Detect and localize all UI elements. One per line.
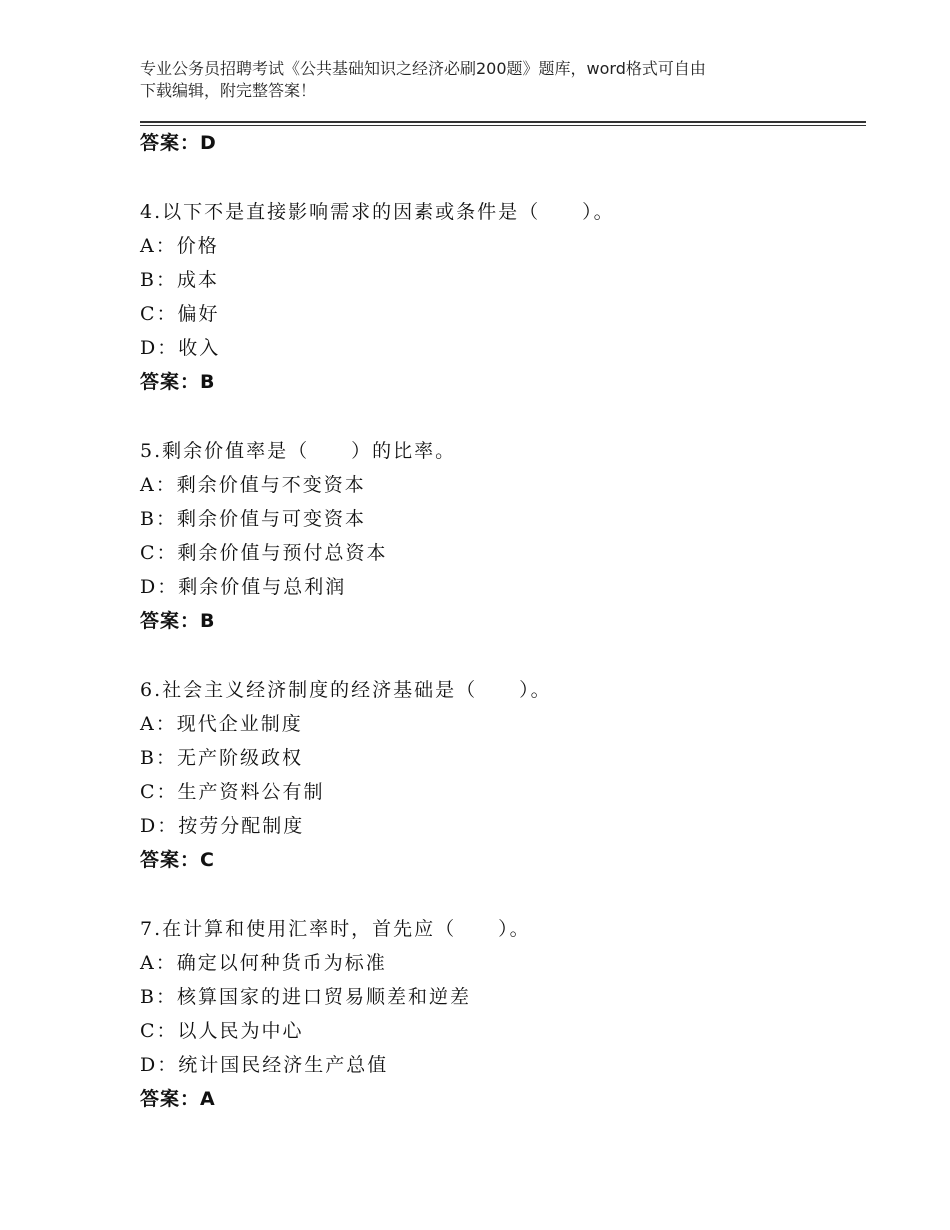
option-b: B：核算国家的进口贸易顺差和逆差 — [140, 986, 471, 1008]
option-c: C：以人民为中心 — [140, 1020, 304, 1042]
answer-label: 答案：B — [140, 610, 216, 632]
answer-label: 答案：B — [140, 371, 216, 393]
question-block — [140, 195, 860, 399]
option-b: B：剩余价值与可变资本 — [140, 508, 366, 530]
option-d: D：统计国民经济生产总值 — [140, 1054, 389, 1076]
header-divider-thick — [140, 121, 866, 123]
question-block — [140, 912, 860, 1116]
question-block — [140, 434, 860, 638]
page-header — [140, 58, 830, 102]
header-line-1: 专业公务员招聘考试《公共基础知识之经济必刷200题》题库，word格式可自由 — [140, 59, 706, 78]
option-c: C：生产资料公有制 — [140, 781, 325, 803]
option-a: A：现代企业制度 — [140, 713, 303, 735]
answer-label: 答案：C — [140, 849, 215, 871]
option-b: B：成本 — [140, 269, 219, 291]
option-d: D：按劳分配制度 — [140, 815, 305, 837]
option-a: A：确定以何种货币为标准 — [140, 952, 387, 974]
spacer — [140, 877, 860, 912]
question-stem: 7.在计算和使用汇率时，首先应（ ）。 — [140, 918, 531, 940]
question-stem: 6.社会主义经济制度的经济基础是（ ）。 — [140, 679, 552, 701]
spacer — [140, 160, 860, 195]
spacer — [140, 638, 860, 673]
header-line-2: 下载编辑，附完整答案！ — [140, 81, 317, 100]
option-b: B：无产阶级政权 — [140, 747, 303, 769]
question-list — [140, 126, 860, 1116]
question-stem: 4.以下不是直接影响需求的因素或条件是（ ）。 — [140, 201, 615, 223]
question-stem: 5.剩余价值率是（ ）的比率。 — [140, 440, 457, 462]
spacer — [140, 399, 860, 434]
option-c: C：偏好 — [140, 303, 220, 325]
option-d: D：剩余价值与总利润 — [140, 576, 347, 598]
previous-answer: 答案：D — [140, 132, 217, 154]
question-block — [140, 673, 860, 877]
option-d: D：收入 — [140, 337, 221, 359]
option-a: A：剩余价值与不变资本 — [140, 474, 366, 496]
option-a: A：价格 — [140, 235, 219, 257]
answer-label: 答案：A — [140, 1088, 216, 1110]
option-c: C：剩余价值与预付总资本 — [140, 542, 388, 564]
